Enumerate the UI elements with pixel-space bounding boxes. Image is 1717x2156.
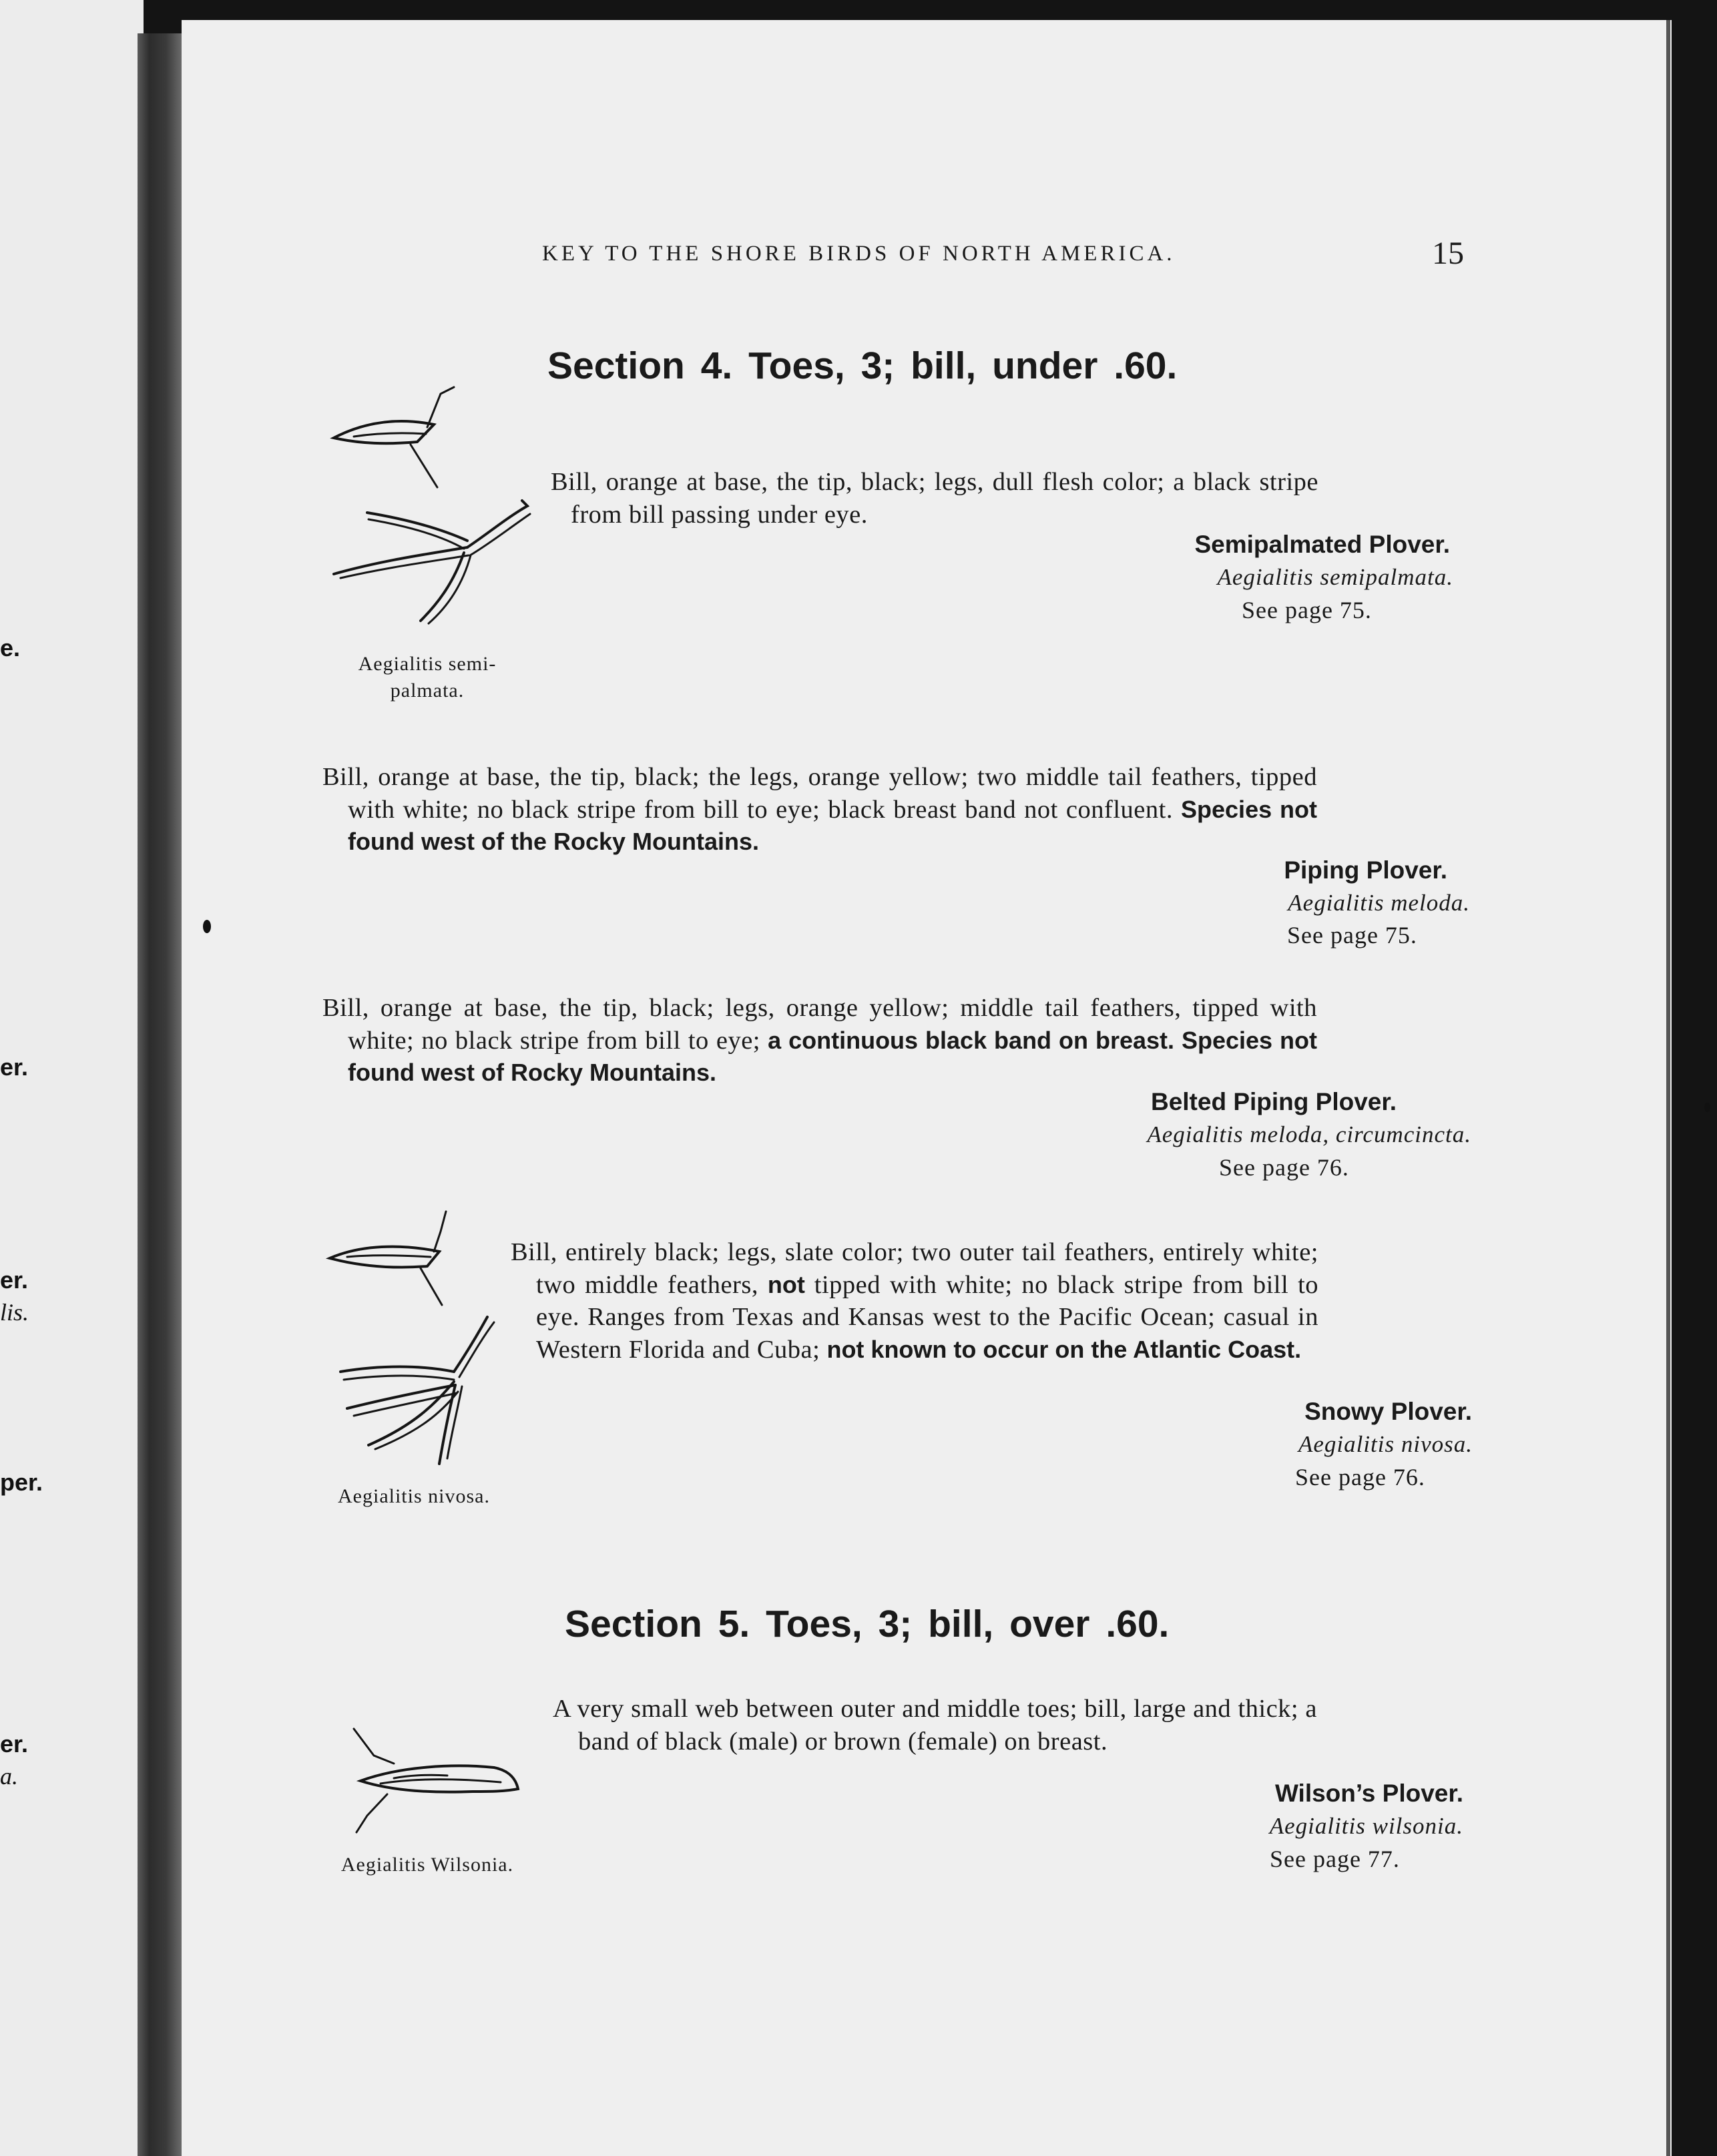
description-text: Bill, orange at base, the tip, black; legs, orange yellow; middle tail feathers, tipped with white; no black stripe from bill to eye; — [322, 994, 1317, 1055]
book-gutter — [138, 33, 186, 2156]
species-description — [551, 466, 1318, 531]
description-text: Bill, entirely black; legs, slate color; two outer tail feathers, entirely white; two middle feathers, — [511, 1238, 1318, 1299]
scientific-name: Aegialitis semipalmata. — [1217, 564, 1453, 590]
page-reference: See page 76. — [1219, 1154, 1349, 1181]
bird-foot-bill-icon — [327, 380, 541, 661]
common-name: Semipalmated Plover. — [1194, 531, 1450, 558]
section-title: Section 5. Toes, 3; bill, over .60. — [565, 1603, 1170, 1645]
description-emphasis: not known to occur on the Atlantic Coast. — [826, 1335, 1302, 1363]
species-description — [322, 992, 1317, 1089]
page-reference: See page 75. — [1287, 922, 1417, 949]
page-number: 15 — [1432, 236, 1464, 271]
margin-fragment: er. — [0, 1730, 29, 1758]
margin-fragment: er. — [0, 1053, 29, 1081]
scientific-name: Aegialitis wilsonia. — [1269, 1813, 1463, 1839]
margin-fragment: er. — [0, 1266, 29, 1294]
margin-fragment: per. — [0, 1468, 43, 1496]
scan-speck — [203, 920, 211, 933]
figure-caption — [330, 651, 524, 704]
species-description — [322, 761, 1317, 858]
species-description — [553, 1693, 1317, 1758]
page-reference: See page 76. — [1295, 1464, 1425, 1491]
description-emphasis: Species not found west of the Rocky Mountains. — [348, 795, 1318, 855]
bird-bill-icon — [347, 1722, 521, 1836]
scientific-name: Aegialitis meloda. — [1288, 890, 1470, 916]
figure-caption: Aegialitis nivosa. — [338, 1485, 490, 1507]
description-emphasis: a continuous black band on breast. Species not found west of Rocky Mountains. — [348, 1026, 1318, 1086]
description-text: Bill, orange at base, the tip, black; legs, dull flesh color; a black stripe from bill passing under eye. — [551, 468, 1318, 529]
description-text: Bill, orange at base, the tip, black; the legs, orange yellow; two middle tail feathers, tipped with white; no black stripe from bill to eye; black breast band not confluent. — [322, 763, 1317, 824]
scientific-name: Aegialitis nivosa. — [1298, 1431, 1473, 1457]
caption-line: Aegialitis semi- — [358, 653, 497, 675]
page-edge — [1666, 20, 1670, 2156]
caption-line: palmata. — [390, 680, 465, 702]
common-name: Snowy Plover. — [1304, 1398, 1472, 1425]
bird-foot-bill-icon — [327, 1205, 501, 1472]
margin-fragment: e. — [0, 634, 21, 661]
description-text: tipped with white; no black stripe from bill to eye. Ranges from Texas and Kansas west to the Pacific Ocean; casual in Western Florida and Cuba; — [536, 1270, 1319, 1364]
section-title: Section 4. Toes, 3; bill, under .60. — [547, 344, 1178, 387]
page-reference: See page 77. — [1270, 1846, 1400, 1872]
margin-fragment: a. — [0, 1763, 18, 1790]
species-description — [511, 1236, 1318, 1366]
common-name: Wilson’s Plover. — [1274, 1780, 1463, 1807]
description-emphasis: not — [767, 1270, 805, 1298]
scientific-name: Aegialitis meloda, circumcincta. — [1147, 1121, 1471, 1147]
running-title: KEY TO THE SHORE BIRDS OF NORTH AMERICA. — [542, 242, 1176, 266]
common-name: Belted Piping Plover. — [1150, 1088, 1397, 1115]
common-name: Piping Plover. — [1284, 856, 1447, 884]
page-reference: See page 75. — [1242, 597, 1372, 623]
scan-speck — [1704, 1103, 1710, 1112]
margin-fragment: lis. — [0, 1299, 29, 1326]
figure-caption: Aegialitis Wilsonia. — [340, 1854, 514, 1876]
description-text: A very small web between outer and middle toes; bill, large and thick; a band of black (male) or brown (female) on breast. — [553, 1695, 1317, 1756]
